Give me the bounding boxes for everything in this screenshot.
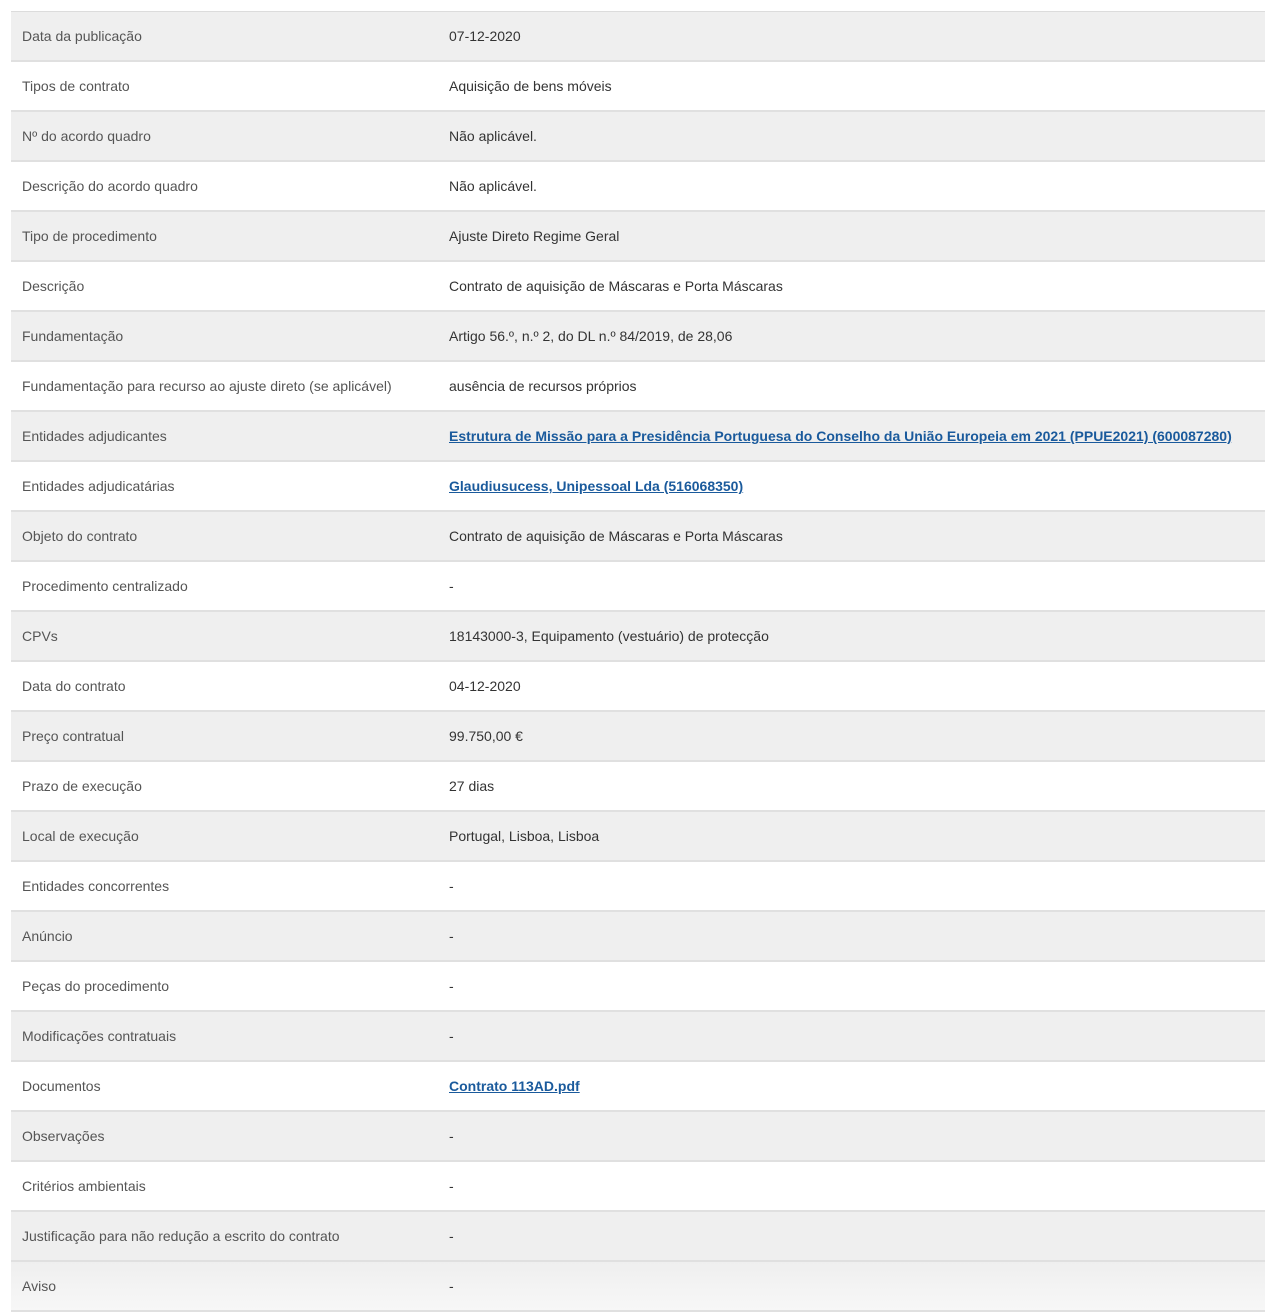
row-label: Justificação para não redução a escrito do contrato	[22, 1228, 340, 1244]
row-value: 18143000-3, Equipamento (vestuário) de protecção	[449, 628, 769, 644]
row-data-publicacao	[11, 12, 1265, 62]
row-label: Objeto do contrato	[22, 528, 138, 544]
row-value: -	[449, 1128, 454, 1144]
row-fundamentacao	[11, 312, 1265, 362]
row-value	[449, 678, 1265, 694]
row-value: 99.750,00 €	[449, 728, 523, 744]
row-label: Procedimento centralizado	[22, 578, 188, 594]
row-cpvs	[11, 612, 1265, 662]
row-label: Data do contrato	[22, 678, 126, 694]
row-label: Fundamentação	[22, 328, 124, 344]
row-documentos	[11, 1062, 1265, 1112]
row-label: Descrição	[22, 278, 85, 294]
row-label: Descrição do acordo quadro	[22, 178, 198, 194]
row-value: -	[449, 878, 454, 894]
row-label: Tipo de procedimento	[22, 228, 157, 244]
row-value: -	[449, 928, 454, 944]
row-preco-contratual	[11, 712, 1265, 762]
row-label: Entidades concorrentes	[22, 878, 170, 894]
highlighted-date: 04-12-2020	[449, 678, 531, 694]
row-label: Entidades adjudicatárias	[22, 478, 175, 494]
row-value	[449, 1078, 1265, 1094]
row-label: Peças do procedimento	[22, 978, 170, 994]
row-prazo-execucao	[11, 762, 1265, 812]
row-modificacoes-contratuais	[11, 1012, 1265, 1062]
row-observacoes	[11, 1112, 1265, 1162]
document-link[interactable]: Contrato 113AD.pdf	[449, 1078, 580, 1094]
row-criterios-ambientais	[11, 1162, 1265, 1212]
row-procedimento-centralizado	[11, 562, 1265, 612]
row-objeto-contrato	[11, 512, 1265, 562]
row-tipo-procedimento	[11, 212, 1265, 262]
contract-details-table	[11, 11, 1265, 1312]
row-value: 07-12-2020	[449, 28, 521, 44]
row-value: Aquisição de bens móveis	[449, 78, 612, 94]
row-label: Documentos	[22, 1078, 101, 1094]
row-local-execucao	[11, 812, 1265, 862]
row-label: Tipos de contrato	[22, 78, 130, 94]
row-entidades-concorrentes	[11, 862, 1265, 912]
row-value: Ajuste Direto Regime Geral	[449, 228, 620, 244]
row-label: Prazo de execução	[22, 778, 142, 794]
row-pecas-procedimento	[11, 962, 1265, 1012]
row-label: Observações	[22, 1128, 105, 1144]
row-data-contrato	[11, 662, 1265, 712]
entidade-adjudicante-link[interactable]: Estrutura de Missão para a Presidência Portuguesa do Conselho da União Europeia em 2021 (PPUE2021) (600087280)	[449, 428, 1232, 444]
row-justificacao-reducao-escrito	[11, 1212, 1265, 1262]
row-aviso	[11, 1262, 1265, 1312]
row-label: Fundamentação para recurso ao ajuste direto (se aplicável)	[22, 378, 392, 394]
row-value: -	[449, 1228, 454, 1244]
row-label: Nº do acordo quadro	[22, 128, 151, 144]
row-value	[449, 428, 1265, 444]
row-label: Anúncio	[22, 928, 73, 944]
row-value: -	[449, 1178, 454, 1194]
row-value: ausência de recursos próprios	[449, 378, 637, 394]
row-descricao	[11, 262, 1265, 312]
row-tipos-contrato	[11, 62, 1265, 112]
row-label: Modificações contratuais	[22, 1028, 177, 1044]
row-value: 27 dias	[449, 778, 495, 794]
row-value: -	[449, 578, 454, 594]
row-value	[449, 478, 1265, 494]
row-label: Local de execução	[22, 828, 139, 844]
row-label: CPVs	[22, 628, 58, 644]
row-label: Critérios ambientais	[22, 1178, 146, 1194]
row-entidades-adjudicantes	[11, 412, 1265, 462]
row-descricao-acordo-quadro	[11, 162, 1265, 212]
row-label: Entidades adjudicantes	[22, 428, 167, 444]
row-value: -	[449, 978, 454, 994]
row-entidades-adjudicatarias	[11, 462, 1265, 512]
row-anuncio	[11, 912, 1265, 962]
row-value: Artigo 56.º, n.º 2, do DL n.º 84/2019, de 28,06	[449, 328, 733, 344]
row-label: Preço contratual	[22, 728, 124, 744]
row-value: -	[449, 1278, 454, 1294]
row-value: Não aplicável.	[449, 128, 537, 144]
entidade-adjudicataria-link[interactable]: Glaudiusucess, Unipessoal Lda (516068350)	[449, 478, 744, 494]
row-label: Data da publicação	[22, 28, 142, 44]
row-value: Não aplicável.	[449, 178, 537, 194]
row-fundamentacao-ajuste-direto	[11, 362, 1265, 412]
row-label: Aviso	[22, 1278, 56, 1294]
row-numero-acordo-quadro	[11, 112, 1265, 162]
row-value: -	[449, 1028, 454, 1044]
row-value: Contrato de aquisição de Máscaras e Porta Máscaras	[449, 278, 783, 294]
row-value: Portugal, Lisboa, Lisboa	[449, 828, 600, 844]
row-value: Contrato de aquisição de Máscaras e Porta Máscaras	[449, 528, 783, 544]
